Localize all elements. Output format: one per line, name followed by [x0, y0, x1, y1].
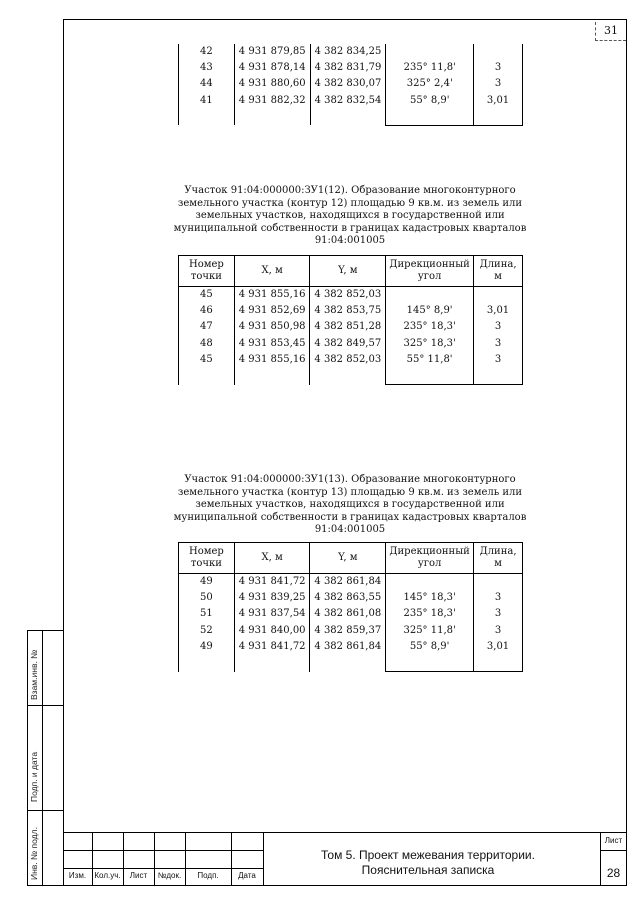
col-header-x: X, м — [234, 543, 310, 574]
tb-label-data: Дата — [238, 871, 256, 880]
y-coord-cell: 4 382 834,25 — [310, 44, 386, 60]
side-label-vzam: Взам.инв. № — [29, 649, 39, 700]
point-number-cell: 42 — [179, 44, 235, 60]
direction-angle-cell — [386, 109, 474, 126]
y-coord-cell: 4 382 861,08 — [310, 606, 386, 622]
direction-angle-cell: 325° 18,3' — [386, 336, 474, 352]
y-coord-cell: 4 382 863,55 — [310, 590, 386, 606]
x-coord-cell: 4 931 850,98 — [234, 319, 310, 335]
length-cell — [474, 368, 523, 385]
direction-angle-cell — [386, 655, 474, 672]
point-number-cell: 49 — [179, 574, 235, 591]
direction-angle-cell: 325° 2,4' — [386, 76, 474, 92]
coord-table-12 — [178, 255, 523, 385]
length-cell: 3,01 — [474, 639, 523, 655]
direction-angle-cell: 55° 8,9' — [386, 639, 474, 655]
col-header-angle: Дирекционный угол — [386, 543, 474, 574]
direction-angle-cell: 55° 8,9' — [386, 93, 474, 109]
col-header-y: Y, м — [310, 543, 386, 574]
point-number-cell: 43 — [179, 60, 235, 76]
point-number-cell: 52 — [179, 623, 235, 639]
empty-cell — [474, 574, 523, 591]
y-coord-cell: 4 382 853,75 — [310, 303, 386, 319]
x-coord-cell: 4 931 852,69 — [234, 303, 310, 319]
x-coord-cell: 4 931 880,60 — [234, 76, 310, 92]
col-header-number: Номер точки — [179, 256, 235, 287]
x-coord-cell: 4 931 879,85 — [234, 44, 310, 60]
length-cell: 3,01 — [474, 303, 523, 319]
col-header-length: Длина, м — [474, 543, 523, 574]
point-number-cell: 41 — [179, 93, 235, 126]
y-coord-cell: 4 382 849,57 — [310, 336, 386, 352]
x-coord-cell: 4 931 837,54 — [234, 606, 310, 622]
empty-cell — [474, 44, 523, 60]
x-coord-cell: 4 931 882,32 — [234, 93, 310, 126]
col-header-x: X, м — [234, 256, 310, 287]
coord-table-13 — [178, 542, 523, 672]
length-cell — [474, 655, 523, 672]
tb-label-kolvo: Кол.уч. — [94, 871, 121, 880]
length-cell: 3 — [474, 319, 523, 335]
col-header-length: Длина, м — [474, 256, 523, 287]
length-cell — [474, 109, 523, 126]
side-label-podp: Подп. и дата — [29, 751, 39, 802]
direction-angle-cell: 235° 11,8' — [386, 60, 474, 76]
y-coord-cell: 4 382 861,84 — [310, 639, 386, 672]
y-coord-cell: 4 382 851,28 — [310, 319, 386, 335]
x-coord-cell: 4 931 839,25 — [234, 590, 310, 606]
section-12-caption: Участок 91:04:000000:ЗУ1(12). Образование многоконтурного земельного участка (контур 12) площадью 9 кв.м. из земель или земельных участков, находящихся в государственной или муниципальной собственности в границах кадастровых кварталов 91:04:001005 — [173, 185, 527, 246]
coord-table-top — [178, 44, 523, 126]
direction-angle-cell: 145° 18,3' — [386, 590, 474, 606]
length-cell: 3 — [474, 606, 523, 622]
x-coord-cell: 4 931 841,72 — [234, 574, 310, 591]
direction-angle-cell — [386, 368, 474, 385]
empty-cell — [474, 287, 523, 304]
point-number-cell: 48 — [179, 336, 235, 352]
x-coord-cell: 4 931 855,16 — [234, 352, 310, 385]
length-cell: 3 — [474, 352, 523, 368]
col-header-angle: Дирекционный угол — [386, 256, 474, 287]
point-number-cell: 45 — [179, 287, 235, 304]
x-coord-cell: 4 931 878,14 — [234, 60, 310, 76]
length-cell: 3,01 — [474, 93, 523, 109]
y-coord-cell: 4 382 852,03 — [310, 287, 386, 304]
point-number-cell: 51 — [179, 606, 235, 622]
length-cell: 3 — [474, 60, 523, 76]
x-coord-cell: 4 931 840,00 — [234, 623, 310, 639]
sheet-number: 28 — [606, 866, 621, 880]
y-coord-cell: 4 382 832,54 — [310, 93, 386, 126]
sheet-label: Лист — [604, 836, 623, 845]
empty-cell — [386, 574, 474, 591]
section-13-caption: Участок 91:04:000000:ЗУ1(13). Образование многоконтурного земельного участка (контур 13) площадью 9 кв.м. из земель или земельных участков, находящихся в государственной или муниципальной собственности в границах кадастровых кварталов 91:04:001005 — [173, 474, 527, 535]
tb-label-ndok: №док. — [157, 871, 182, 880]
point-number-cell: 45 — [179, 352, 235, 385]
x-coord-cell: 4 931 841,72 — [234, 639, 310, 672]
point-number-cell: 49 — [179, 639, 235, 672]
x-coord-cell: 4 931 853,45 — [234, 336, 310, 352]
point-number-cell: 46 — [179, 303, 235, 319]
left-margin-strip — [27, 630, 63, 886]
tb-label-podp: Подп. — [197, 871, 219, 880]
y-coord-cell: 4 382 830,07 — [310, 76, 386, 92]
y-coord-cell: 4 382 852,03 — [310, 352, 386, 385]
length-cell: 3 — [474, 590, 523, 606]
col-header-number: Номер точки — [179, 543, 235, 574]
direction-angle-cell: 235° 18,3' — [386, 606, 474, 622]
x-coord-cell: 4 931 855,16 — [234, 287, 310, 304]
length-cell: 3 — [474, 76, 523, 92]
point-number-cell: 50 — [179, 590, 235, 606]
table-row — [179, 287, 523, 304]
point-number-cell: 47 — [179, 319, 235, 335]
title-block — [63, 832, 627, 886]
tb-label-izm: Изм. — [68, 871, 87, 880]
col-header-y: Y, м — [310, 256, 386, 287]
y-coord-cell: 4 382 831,79 — [310, 60, 386, 76]
table-row — [179, 44, 523, 60]
direction-angle-cell: 235° 18,3' — [386, 319, 474, 335]
table-row — [179, 574, 523, 591]
length-cell: 3 — [474, 623, 523, 639]
length-cell: 3 — [474, 336, 523, 352]
page-number: 31 — [595, 22, 626, 41]
page-frame — [63, 19, 627, 886]
tb-label-list: Лист — [129, 871, 148, 880]
y-coord-cell: 4 382 861,84 — [310, 574, 386, 591]
side-label-inv: Инв. № подл. — [29, 827, 39, 880]
empty-cell — [386, 44, 474, 60]
direction-angle-cell: 325° 11,8' — [386, 623, 474, 639]
empty-cell — [386, 287, 474, 304]
direction-angle-cell: 55° 11,8' — [386, 352, 474, 368]
point-number-cell: 44 — [179, 76, 235, 92]
document-title: Том 5. Проект межевания территории. Пояснительная записка — [321, 848, 535, 877]
y-coord-cell: 4 382 859,37 — [310, 623, 386, 639]
direction-angle-cell: 145° 8,9' — [386, 303, 474, 319]
